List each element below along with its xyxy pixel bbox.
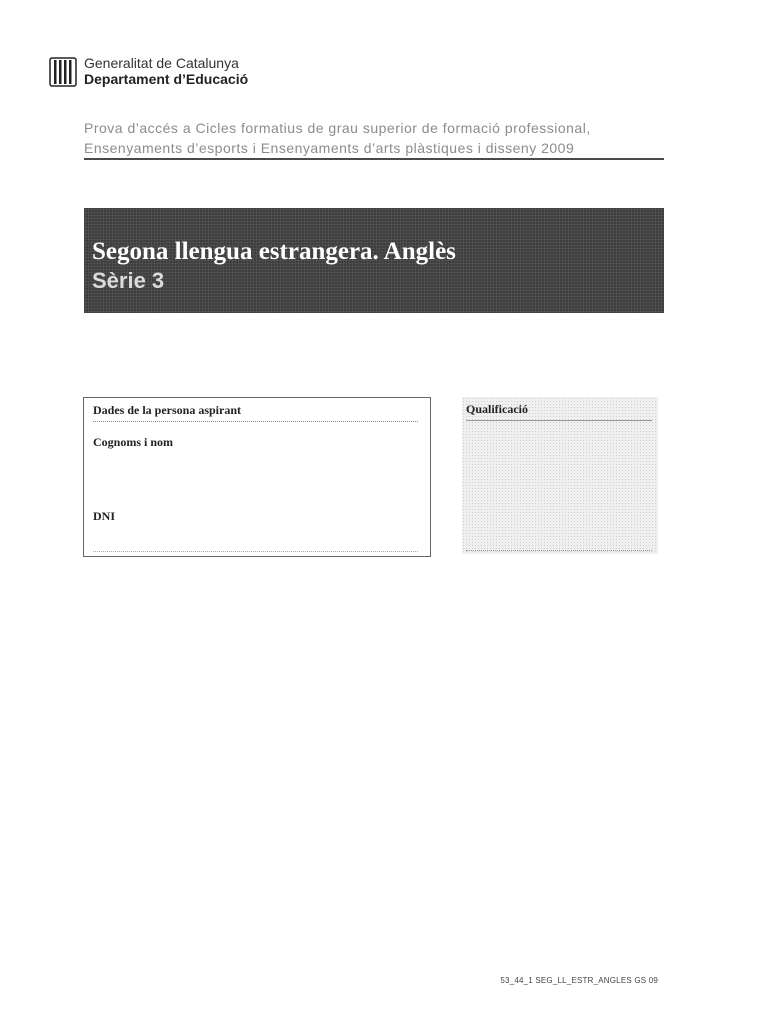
candidate-data-box [83, 397, 431, 557]
subject-banner [84, 208, 664, 313]
candidate-bottom-divider [93, 551, 418, 552]
exam-title [84, 118, 674, 158]
exam-title-line1: Prova d’accés a Cicles formatius de grau superior de formació professional, [84, 120, 591, 136]
name-field-label: Cognoms i nom [93, 435, 174, 449]
exam-title-line2: Ensenyaments d’esports i Ensenyaments d’arts plàstiques i disseny 2009 [84, 140, 575, 156]
candidate-heading: Dades de la persona aspirant [93, 403, 242, 417]
generalitat-logo-icon [49, 56, 77, 88]
header-divider [84, 158, 664, 160]
id-field-label: DNI [93, 509, 116, 523]
department-name: Departament d’Educació [84, 71, 249, 87]
candidate-heading-divider [93, 421, 418, 422]
grade-heading: Qualificació [466, 402, 528, 416]
document-code: 53_44_1 SEG_LL_ESTR_ANGLES GS 09 [500, 976, 658, 985]
subject-title: Segona llengua estrangera. Anglès [92, 238, 456, 265]
grade-heading-divider [466, 420, 652, 421]
org-name: Generalitat de Catalunya [84, 55, 239, 71]
org-header [84, 55, 248, 87]
series-label: Sèrie 3 [92, 268, 165, 293]
grade-box [462, 397, 658, 554]
grade-bottom-divider [466, 550, 652, 551]
